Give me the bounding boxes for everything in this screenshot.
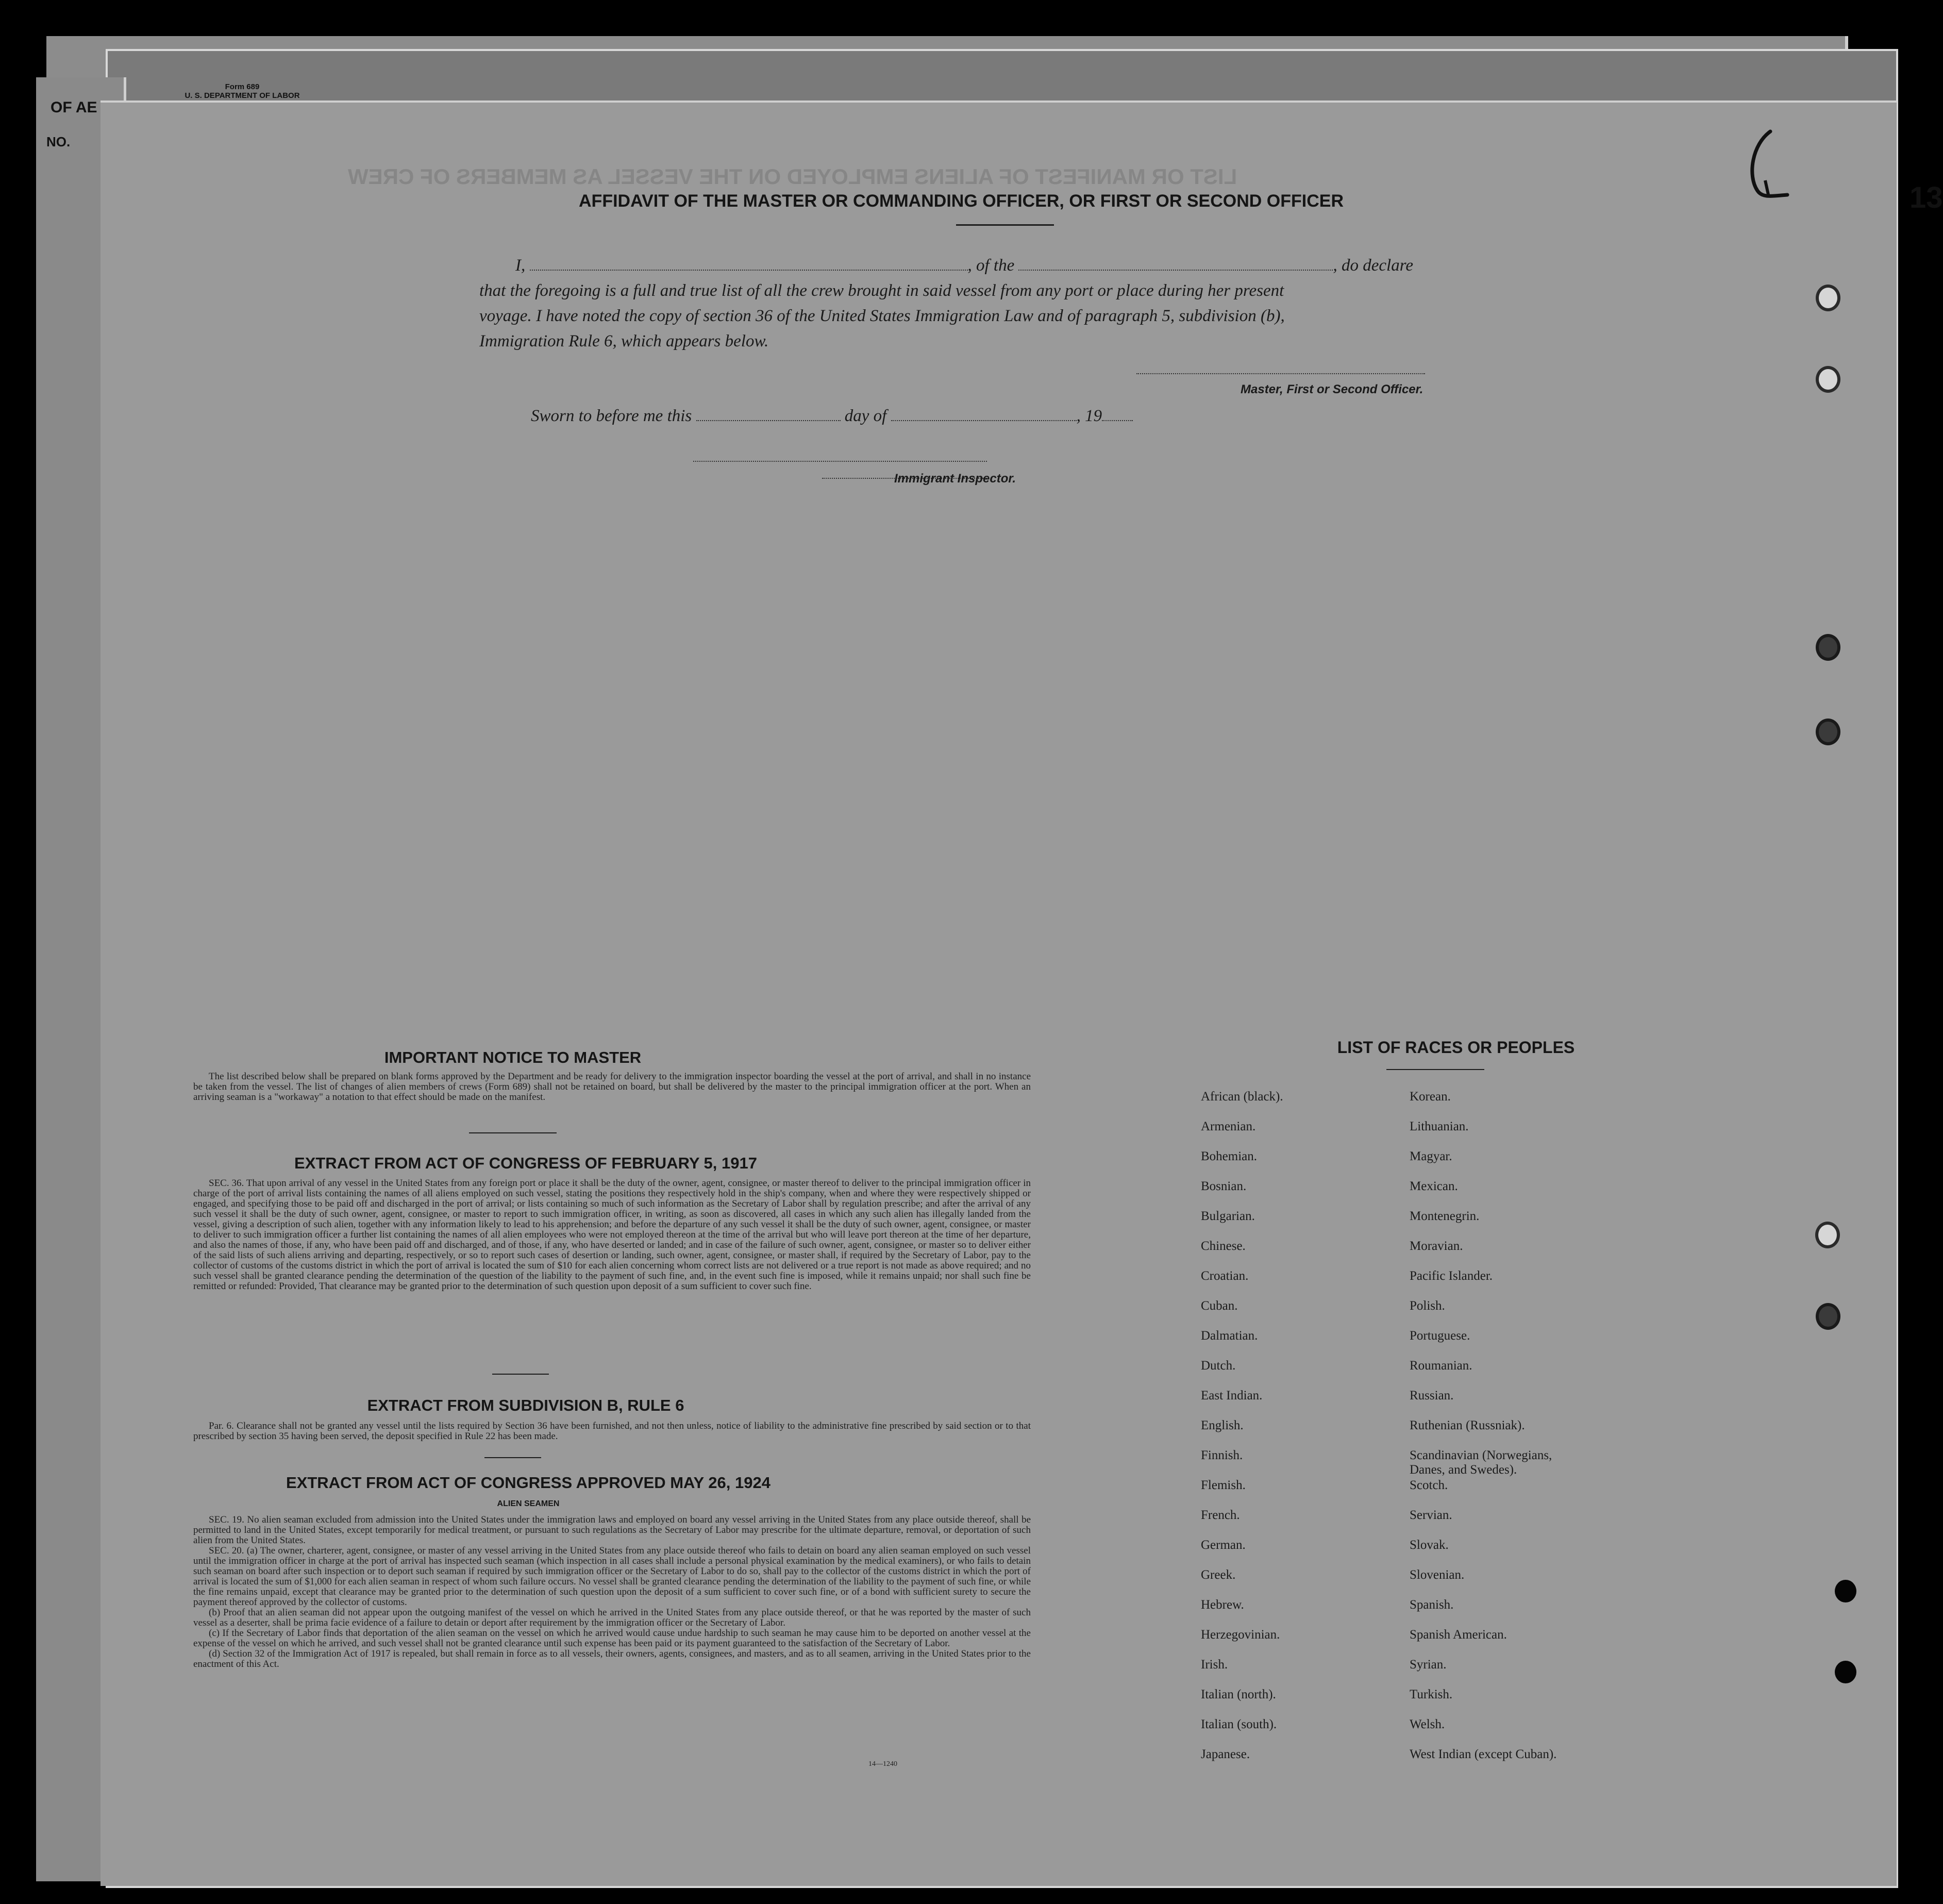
race-item: Armenian. [1201, 1120, 1256, 1133]
vessel-blank[interactable] [1018, 270, 1333, 271]
race-item: Montenegrin. [1410, 1209, 1480, 1223]
do-declare-label: , do declare [1333, 256, 1413, 275]
race-item: Spanish American. [1410, 1628, 1507, 1642]
act-1917-text [193, 1178, 1031, 1292]
inspector-label: Immigrant Inspector. [894, 472, 1016, 486]
affidavit-line-1 [515, 256, 1413, 275]
race-item: Slovenian. [1410, 1568, 1465, 1582]
act-1917-rule [492, 1374, 549, 1375]
race-item: Roumanian. [1410, 1359, 1472, 1373]
alien-seamen-subtitle: ALIEN SEAMEN [497, 1499, 560, 1508]
race-item: Pacific Islander. [1410, 1269, 1493, 1283]
sec-19-paragraph: SEC. 19. No alien seaman excluded from admission into the United States under the immigration laws and employed on board any vessel arriving in the United States from any place outside thereof, shall be permitted to land in the United States, except temporarily for medical treatment, or pursuant to such regulations as the Secretary of Labor may prescribe for the ultimate departure, removal, or deportation of such alien from the United States. [193, 1514, 1031, 1546]
race-item: Irish. [1201, 1658, 1228, 1672]
race-item: Danes, and Swedes). [1410, 1463, 1517, 1477]
day-of-label: day of [844, 407, 887, 425]
notice-text [193, 1072, 1031, 1103]
race-item: Chinese. [1201, 1239, 1246, 1253]
sec-20a-paragraph: SEC. 20. (a) The owner, charterer, agent, consignee, or master of any vessel arriving in the United States from any place outside thereof who fails to detain on board any alien seaman employed on such vessel until the immigration officer in charge at the port of arrival has inspected such seaman (which inspection in all cases shall include a personal physical examination by the medical examiners), or who fails to detain such seaman on board after such inspection or to deport such seaman if required by such immigration officer or the Secretary of Labor to do so, shall pay to the collector of the customs district in which the port of arrival is located the sum of $1,000 for each alien seaman in respect of whom such failure occurs. No vessel shall be granted clearance pending the determination of the liability to the payment of such fine, or while the fine remains unpaid, except that clearance may be granted prior to the determination of such question upon the deposit of a sum sufficient to cover such fine, or of a bond with sufficient surety to secure the payment thereof approved by the collector of customs. [193, 1545, 1031, 1608]
sec-20d-paragraph: (d) Section 32 of the Immigration Act of 1917 is repealed, but shall remain in force as to all vessels, their owners, agents, consignees, and masters, and as to all seamen, arriving in the United States prior to the enactment of this Act. [193, 1648, 1031, 1669]
edge-fragment-1: OF AE [51, 99, 97, 116]
race-item: Korean. [1410, 1090, 1451, 1104]
binder-hole [1835, 1661, 1856, 1683]
binder-hole [1816, 634, 1840, 661]
race-item: Bohemian. [1201, 1149, 1258, 1163]
race-item: Portuguese. [1410, 1329, 1470, 1343]
race-item: Japanese. [1201, 1747, 1250, 1761]
affidavit-line-4: Immigration Rule 6, which appears below. [479, 332, 769, 350]
sec-36-paragraph: SEC. 36. That upon arrival of any vessel in the United States from any foreign port or place it shall be the duty of the owner, agent, consignee, or master thereof to deliver to the principal immigration officer in charge of the port of arrival lists containing the names of all aliens employed on such vessel, stating the positions they respectively hold in the ship's company, when and where they were respectively shipped or engaged, and specifying those to be paid off and discharged in the port of arrival; or lists containing so much of such information as the Secretary of Labor shall by regulation prescribe; and after the arrival of any such vessel it shall be the duty of such owner, agent, consignee, or master to report to such immigration officer, in writing, as soon as discovered, all cases in which any such alien has illegally landed from the vessel, giving a description of such alien, together with any information likely to lead to his apprehension; and before the departure of any such vessel it shall be the duty of such owner, agent, consignee, or master to deliver to such immigration officer a further list containing the names of all alien employees who were not employed thereon at the time of the arrival but who will leave port thereon at the time of her departure, and also the names of those, if any, who have been paid off and discharged, and of those, if any, who have deserted or landed; and in case of the failure of such owner, agent, consignee, or master so to deliver either of the said lists of such aliens arriving and departing, respectively, or so to report such cases of desertion or landing, such owner, agent, consignee, or master shall, if required by the Secretary of Labor, pay to the collector of customs of the customs district in which the port of arrival is located the sum of $10 for each alien concerning whom correct lists are not delivered or a true report is not made as above required; and no such vessel shall be granted clearance pending the determination of the question of the liability to the payment of such fine, and, in the event such fine is imposed, while it remains unpaid; nor shall such fine be remitted or refunded: Provided, That clearance may be granted prior to the determination of such question upon deposit of a sum sufficient to cover such fine. [193, 1178, 1031, 1292]
print-code: 14—1240 [868, 1760, 897, 1768]
affidavit-line-2: that the foregoing is a full and true list of all the crew brought in said vessel from any port or place during her present [479, 281, 1284, 300]
rule6-text [193, 1421, 1031, 1442]
race-item: Scandinavian (Norwegians, [1410, 1448, 1552, 1462]
race-item: Mexican. [1410, 1179, 1458, 1193]
race-item: Dutch. [1201, 1359, 1236, 1373]
bleed-through-title: LIST OR MANIFEST OF ALIENS EMPLOYED ON THE VESSEL AS MEMBERS OF CREW [348, 164, 1237, 189]
of-the-label: , of the [967, 256, 1015, 275]
race-item: African (black). [1201, 1090, 1283, 1104]
pronoun-label: I, [515, 256, 526, 275]
form-number: Form 689 [225, 82, 260, 91]
race-item: Herzegovinian. [1201, 1628, 1280, 1642]
races-title: LIST OF RACES OR PEOPLES [1337, 1038, 1575, 1057]
year-blank[interactable] [1102, 420, 1133, 421]
race-item: Ruthenian (Russniak). [1410, 1418, 1525, 1432]
race-item: Lithuanian. [1410, 1120, 1469, 1133]
master-signature-line[interactable] [1136, 373, 1425, 374]
month-blank[interactable] [891, 420, 1077, 421]
affidavit-title: AFFIDAVIT OF THE MASTER OR COMMANDING OFFICER, OR FIRST OR SECOND OFFICER [579, 191, 1344, 211]
sec-20c-paragraph: (c) If the Secretary of Labor finds that deportation of the alien seaman on the vessel on which he arrived would cause undue hardship to such seaman he may cause him to be deported on another vessel at the expense of the vessel on which he arrived, and such vessel shall not be granted clearance until such expense has been paid or its payment guaranteed to the satisfaction of the Secretary of Labor. [193, 1628, 1031, 1649]
race-item: French. [1201, 1508, 1240, 1522]
rule6-rule [484, 1457, 541, 1458]
race-item: Scotch. [1410, 1478, 1448, 1492]
race-item: Finnish. [1201, 1448, 1243, 1462]
race-item: Italian (north). [1201, 1688, 1276, 1701]
binder-hole [1816, 719, 1840, 745]
master-label: Master, First or Second Officer. [1241, 382, 1423, 396]
race-item: Croatian. [1201, 1269, 1249, 1283]
race-item: Polish. [1410, 1299, 1445, 1313]
affidavit-line-3: voyage. I have noted the copy of section 36 of the United States Immigration Law and of paragraph 5, subdivision (b), [479, 307, 1285, 325]
handwritten-mark [1742, 129, 1791, 201]
binder-hole [1815, 1222, 1840, 1248]
department-name: U. S. DEPARTMENT OF LABOR [185, 91, 300, 100]
sworn-prefix: Sworn to before me this [531, 407, 692, 425]
race-item: West Indian (except Cuban). [1410, 1747, 1557, 1761]
race-item: Moravian. [1410, 1239, 1463, 1253]
notice-title: IMPORTANT NOTICE TO MASTER [384, 1048, 642, 1066]
race-item: Flemish. [1201, 1478, 1246, 1492]
title-rule [956, 224, 1054, 226]
edge-fragment-2: NO. [46, 134, 71, 149]
race-item: English. [1201, 1418, 1244, 1432]
race-item: Dalmatian. [1201, 1329, 1258, 1343]
act-1924-title: EXTRACT FROM ACT OF CONGRESS APPROVED MAY 26, 1924 [286, 1474, 770, 1492]
race-item: Bulgarian. [1201, 1209, 1255, 1223]
race-item: Spanish. [1410, 1598, 1454, 1612]
act-1917-title: EXTRACT FROM ACT OF CONGRESS OF FEBRUARY 5, 1917 [294, 1154, 757, 1172]
binder-hole [1835, 1580, 1856, 1602]
binder-hole [1816, 366, 1840, 393]
race-item: Greek. [1201, 1568, 1236, 1582]
race-item: Welsh. [1410, 1717, 1445, 1731]
name-blank[interactable] [530, 270, 968, 271]
races-list [1201, 1090, 1716, 1775]
sworn-line [531, 407, 1133, 426]
race-item: Slovak. [1410, 1538, 1449, 1552]
race-item: Syrian. [1410, 1658, 1447, 1672]
race-item: Hebrew. [1201, 1598, 1244, 1612]
race-item: Bosnian. [1201, 1179, 1247, 1193]
race-item: German. [1201, 1538, 1246, 1552]
page-number: 13 [1909, 181, 1943, 214]
race-item: Italian (south). [1201, 1717, 1277, 1731]
binder-hole [1816, 285, 1840, 311]
binder-hole [1816, 1303, 1840, 1330]
races-rule [1386, 1069, 1484, 1070]
race-item: Turkish. [1410, 1688, 1453, 1701]
inspector-signature-line[interactable] [693, 461, 987, 462]
year-prefix: , 19 [1076, 407, 1102, 425]
day-blank[interactable] [696, 420, 841, 421]
race-item: Cuban. [1201, 1299, 1238, 1313]
notice-rule [469, 1132, 557, 1133]
notice-paragraph: The list described below shall be prepared on blank forms approved by the Department and be ready for delivery to the immigration inspector boarding the vessel at the port of arrival, and shall in no instance be taken from the vessel. The list of changes of alien members of crews (Form 689) shall not be retained on board, but shall be delivered by the master to the principal immigration officer at the port. When an arriving seaman is a "workaway" a notation to that effect should be made on the manifest. [193, 1071, 1031, 1103]
race-item: East Indian. [1201, 1389, 1263, 1402]
race-item: Magyar. [1410, 1149, 1452, 1163]
par-6-paragraph: Par. 6. Clearance shall not be granted any vessel until the lists required by Section 36 have been furnished, and not then unless, notice of liability to the administrative fine prescribed by said section or to that prescribed by section 35 having been served, the deposit specified in Rule 22 has been made. [193, 1421, 1031, 1442]
race-item: Russian. [1410, 1389, 1454, 1402]
act-1924-text [193, 1515, 1031, 1669]
document-sheet [100, 101, 1897, 1886]
sec-20b-paragraph: (b) Proof that an alien seaman did not appear upon the outgoing manifest of the vessel on which he arrived in the United States from any place outside thereof, or that he was reported by the master of such vessel as a deserter, shall be prima facie evidence of a failure to detain or deport after requirement by the immigration officer or the Secretary of Labor. [193, 1607, 1031, 1628]
race-item: Servian. [1410, 1508, 1452, 1522]
rule6-title: EXTRACT FROM SUBDIVISION B, RULE 6 [367, 1396, 684, 1414]
